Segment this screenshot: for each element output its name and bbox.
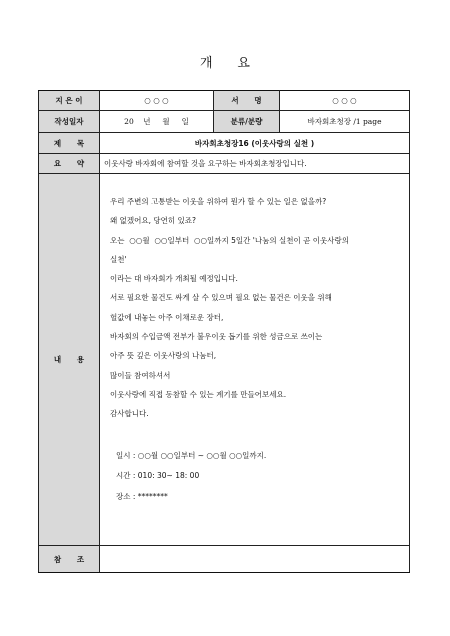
signature-label: 서 명	[214, 91, 280, 111]
author-row	[39, 91, 410, 111]
date-row	[39, 111, 410, 133]
reference-label: 참 조	[39, 546, 100, 573]
content-paragraph: 많이들 참여하셔서	[110, 370, 171, 380]
content-paragraph: 우리 주변의 고통받는 이웃을 위하여 뭔가 할 수 있는 일은 없을까?	[110, 197, 327, 206]
author-value: ○ ○ ○	[100, 91, 214, 111]
author-label: 지 은 이	[39, 91, 100, 111]
content-paragraph: 아주 뜻 깊은 이웃사랑의 나눔터,	[110, 351, 217, 361]
event-time: 시간 : 010: 30~ 18: 00	[116, 471, 200, 481]
summary-value: 이웃사랑 바자회에 참여할 것을 요구하는 바자회초청장입니다.	[100, 154, 410, 174]
content-paragraph: 이웃사랑에 직접 동참할 수 있는 계기를 만들어보세요.	[110, 389, 287, 399]
content-paragraph: 실천'	[110, 254, 127, 264]
content-body	[100, 174, 410, 546]
content-paragraph: 헐값에 내놓는 아주 이채로운 장터,	[110, 312, 224, 322]
reference-row	[39, 546, 410, 573]
content-paragraph: 왜 없겠어요, 당연히 있죠?	[110, 216, 196, 226]
event-place: 장소 : ********	[116, 491, 168, 501]
content-label: 내 용	[39, 174, 100, 546]
summary-row	[39, 154, 410, 174]
summary-label: 요 약	[39, 154, 100, 174]
date-label: 작성일자	[39, 111, 100, 133]
reference-value	[100, 546, 410, 573]
content-paragraph: 바자회의 수입금액 전부가 불우이웃 돕기를 위한 성금으로 쓰이는	[110, 332, 323, 342]
content-paragraph: 이라는 대 바자회가 개최될 예정입니다.	[110, 274, 238, 284]
page-title	[0, 52, 450, 71]
event-date: 일시 : ○○월 ○○일부터 ~ ○○월 ○○일까지.	[116, 450, 267, 460]
document-info-table	[38, 90, 410, 573]
signature-value: ○ ○ ○	[280, 91, 410, 111]
content-paragraph: 서로 필요한 물건도 싸게 살 수 있으며 필요 없는 물건은 이웃을 위해	[110, 293, 332, 303]
content-row	[39, 174, 410, 546]
spacer	[110, 424, 405, 446]
content-paragraph: 오는 ○○월 ○○일부터 ○○일까지 5일간 '나눔의 실천이 곧 이웃사랑의	[110, 235, 349, 245]
category-label: 분류/분량	[214, 111, 280, 133]
date-value: 20 년 월 일	[100, 111, 214, 133]
document-title: 바자회초청장16 (이웃사랑의 실천 )	[100, 133, 410, 154]
category-value: 바자회초청장 /1 page	[280, 111, 410, 133]
title-label: 제 목	[39, 133, 100, 154]
page-title-text: 개 요	[200, 56, 250, 71]
title-row	[39, 133, 410, 154]
content-paragraph: 감사합니다.	[110, 409, 149, 419]
